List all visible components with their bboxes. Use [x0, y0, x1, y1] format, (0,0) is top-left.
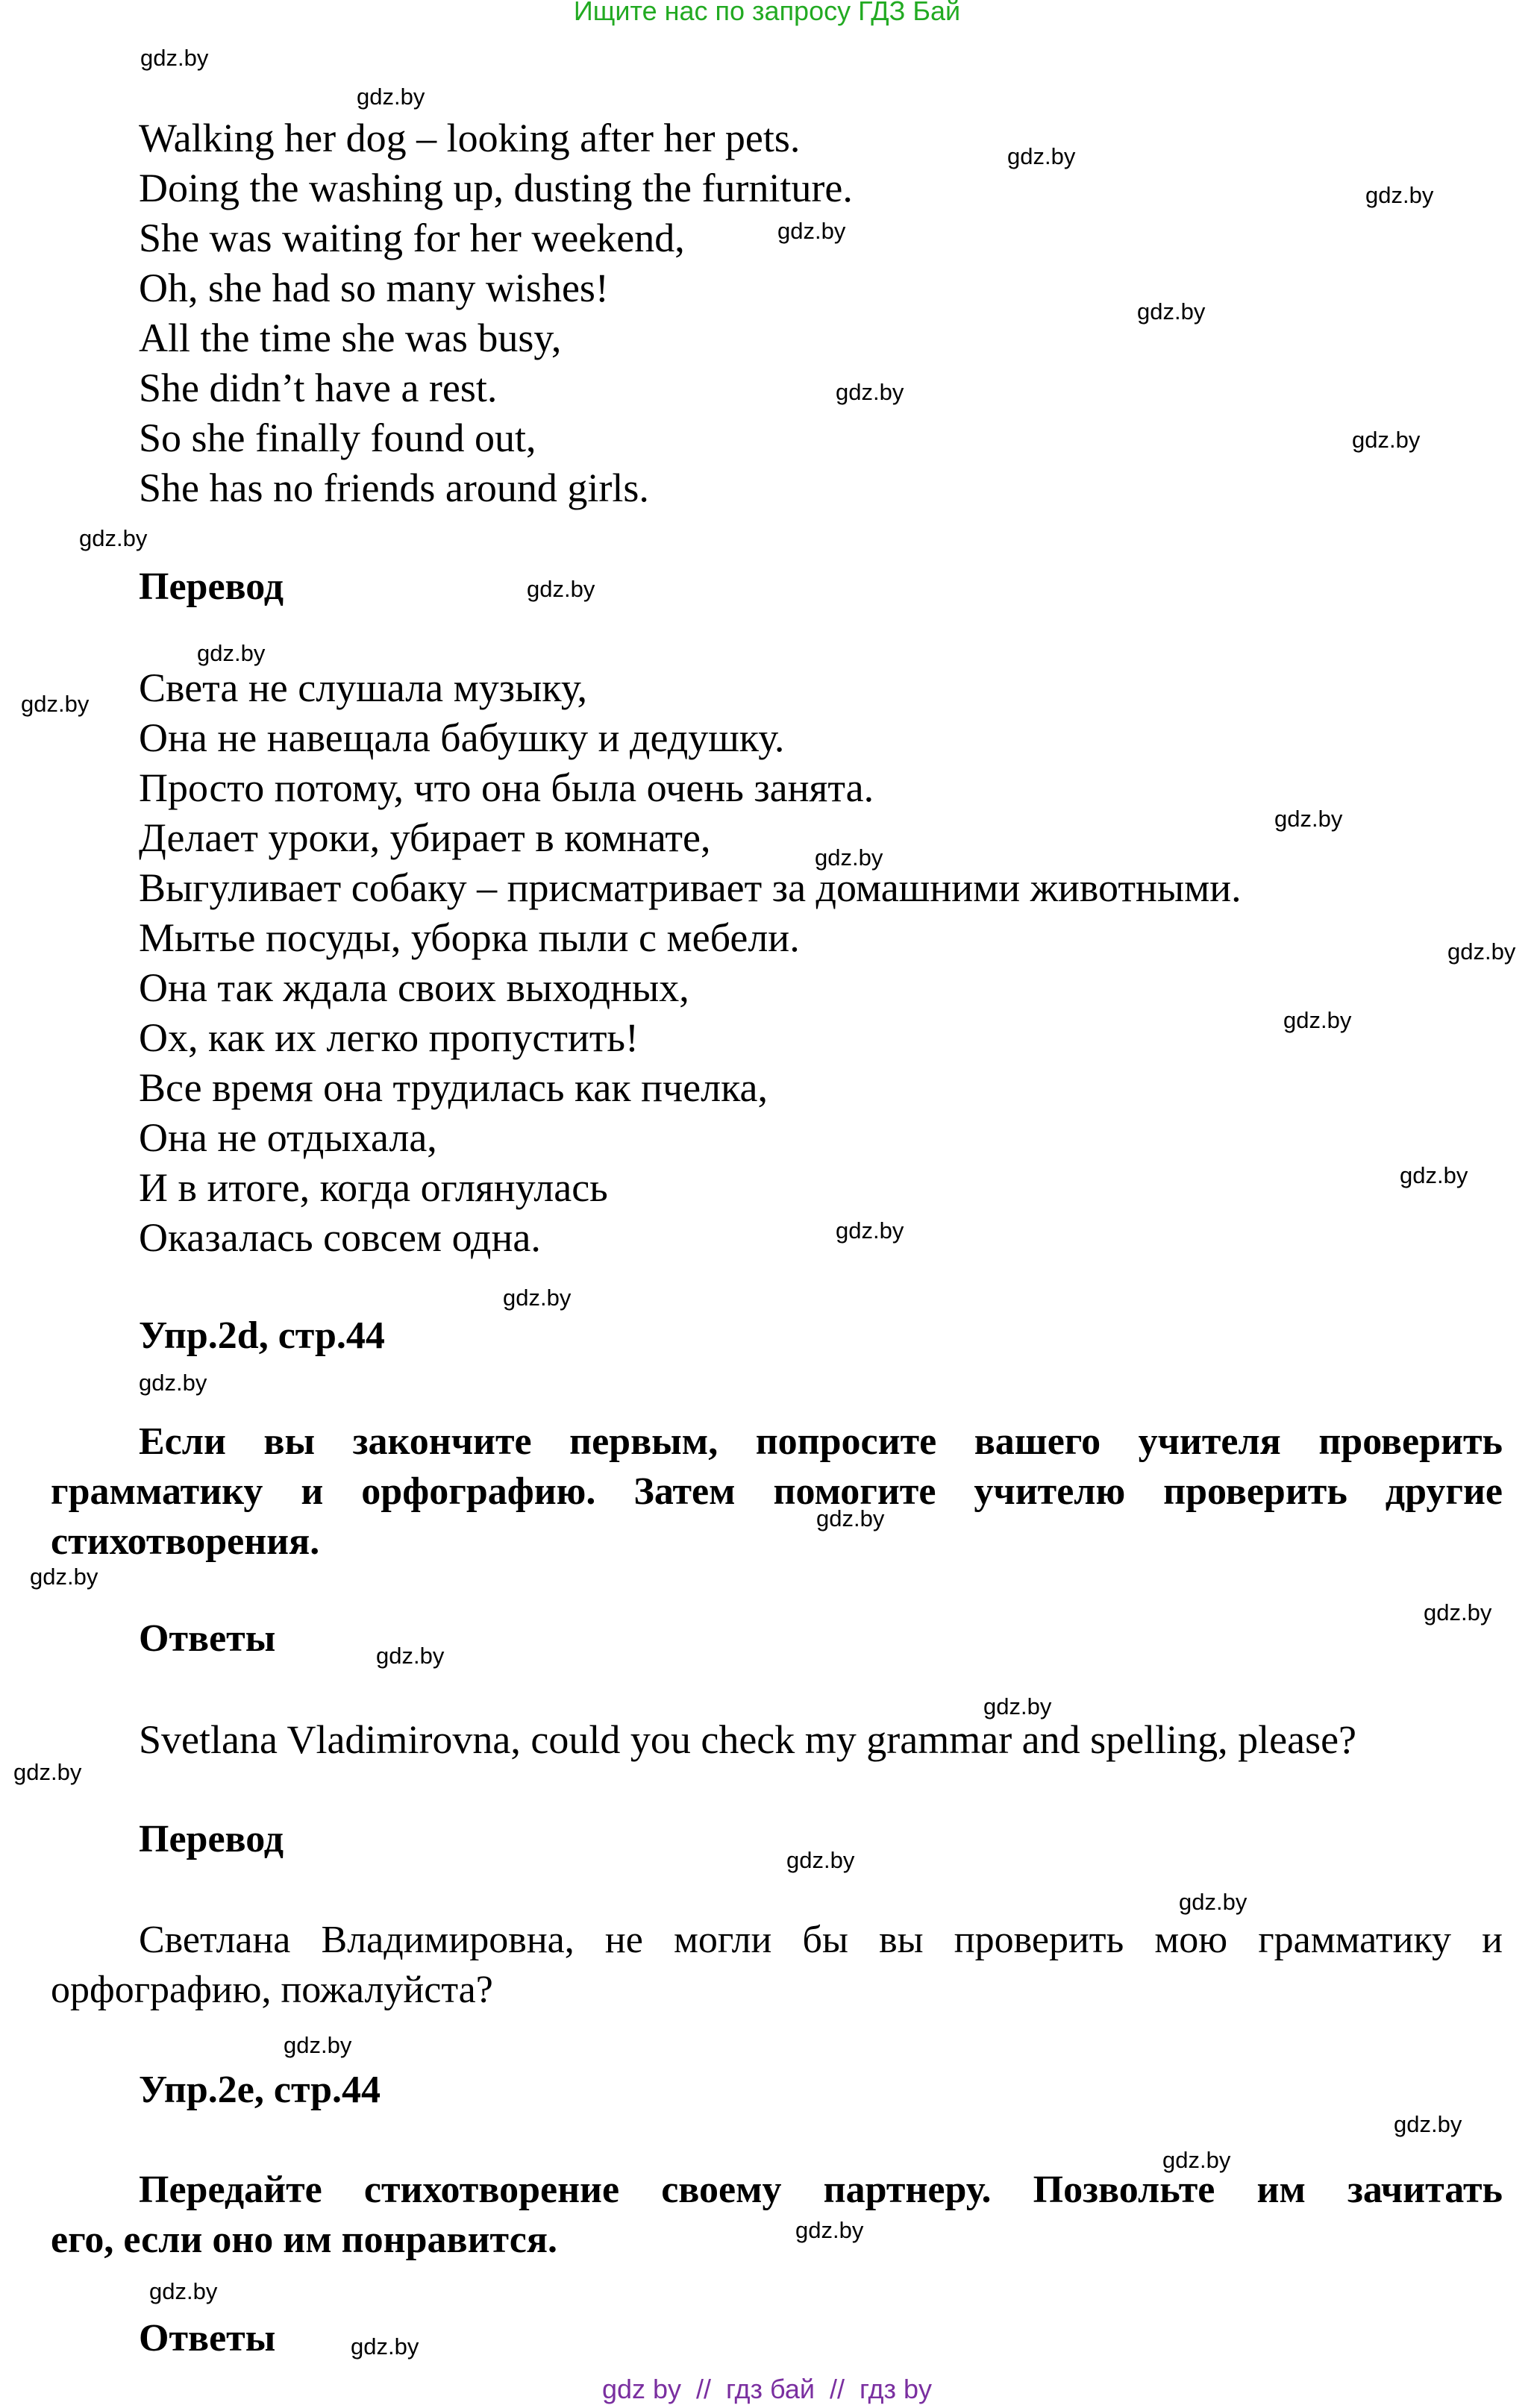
exercise-2d-task	[51, 1417, 1503, 1567]
exercise-2e-heading: Упр.2e, стр.44	[139, 2069, 381, 2111]
answers-heading: Ответы	[139, 1617, 276, 1660]
watermark: gdz.by	[1447, 938, 1516, 965]
poem-ru-line: Просто потому, что она была очень занята.	[139, 765, 874, 810]
translation-line: орфографию, пожалуйста?	[51, 1969, 493, 2011]
poem-ru-line: Делает уроки, убирает в комнате,	[139, 815, 711, 860]
task-line: Если вы закончите первым, попросите вашего учителя проверить	[139, 1420, 1503, 1463]
answer-text: Svetlana Vladimirovna, could you check my grammar and spelling, please?	[139, 1717, 1357, 1762]
translation-heading: Перевод	[139, 1818, 284, 1860]
watermark: gdz.by	[351, 2333, 419, 2360]
watermark: gdz.by	[140, 45, 209, 71]
watermark: gdz.by	[836, 379, 904, 405]
watermark: gdz.by	[13, 1759, 82, 1785]
exercise-2e-task	[51, 2165, 1503, 2265]
watermark: gdz.by	[1283, 1007, 1352, 1033]
top-banner[interactable]: Ищите нас по запросу ГДЗ Бай	[573, 0, 961, 26]
watermark: gdz.by	[1365, 182, 1434, 208]
watermark: gdz.by	[816, 1505, 885, 1531]
poem-ru-line: И в итоге, когда оглянулась	[139, 1165, 608, 1210]
watermark: gdz.by	[1179, 1889, 1247, 1915]
watermark: gdz.by	[527, 576, 595, 602]
poem-ru-line: Она так ждала своих выходных,	[139, 965, 689, 1010]
task-line: его, если оно им понравится.	[51, 2219, 557, 2261]
watermark: gdz.by	[1274, 806, 1343, 832]
poem-en-line: All the time she was busy,	[139, 316, 562, 360]
poem-ru-line: Ох, как их легко пропустить!	[139, 1015, 639, 1060]
watermark: gdz.by	[197, 640, 266, 666]
poem-en-line: She has no friends around girls.	[139, 465, 649, 510]
watermark: gdz.by	[503, 1285, 572, 1311]
task-line: стихотворения.	[51, 1520, 320, 1563]
poem-ru-line: Все время она трудилась как пчелка,	[139, 1065, 768, 1110]
watermark: gdz.by	[836, 1217, 904, 1244]
watermark: gdz.by	[815, 844, 883, 871]
answers-heading: Ответы	[139, 2317, 276, 2360]
watermark: gdz.by	[1424, 1599, 1492, 1625]
watermark: gdz.by	[1394, 2111, 1462, 2137]
watermark: gdz.by	[376, 1643, 445, 1669]
watermark: gdz.by	[983, 1693, 1052, 1719]
watermark: gdz.by	[795, 2217, 864, 2243]
exercise-2d-heading: Упр.2d, стр.44	[139, 1314, 385, 1357]
task-line: грамматику и орфографию. Затем помогите учителю проверить другие	[51, 1470, 1503, 1513]
watermark: gdz.by	[1400, 1162, 1468, 1188]
poem-ru-line: Оказалась совсем одна.	[139, 1215, 541, 1260]
watermark: gdz.by	[777, 218, 846, 244]
watermark: gdz.by	[357, 84, 425, 110]
watermark: gdz.by	[1352, 427, 1421, 453]
translation-text	[51, 1915, 1503, 2015]
poem-en-line: She didn’t have a rest.	[139, 366, 498, 410]
poem-ru-line: Света не слушала музыку,	[139, 665, 587, 710]
translation-line: Светлана Владимировна, не могли бы вы проверить мою грамматику и	[139, 1919, 1503, 1961]
watermark: gdz.by	[30, 1564, 98, 1590]
poem-ru-line: Мытье посуды, уборка пыли с мебели.	[139, 915, 800, 960]
watermark: gdz.by	[786, 1847, 855, 1873]
poem-ru-line: Она не навещала бабушку и дедушку.	[139, 715, 785, 760]
watermark: gdz.by	[1137, 298, 1206, 324]
footer-links[interactable]: gdz by // гдз бай // гдз by	[601, 2374, 933, 2404]
watermark: gdz.by	[21, 691, 90, 717]
poem-en-line: Walking her dog – looking after her pets.	[139, 116, 801, 160]
heading-translation: Перевод	[139, 565, 284, 608]
poem-en-line: So she finally found out,	[139, 416, 536, 460]
poem-en-line: Doing the washing up, dusting the furniture.	[139, 166, 853, 210]
watermark: gdz.by	[1007, 143, 1076, 169]
poem-en-line: She was waiting for her weekend,	[139, 216, 685, 260]
watermark: gdz.by	[139, 1370, 207, 1396]
poem-ru-line: Она не отдыхала,	[139, 1115, 437, 1160]
poem-ru-line: Выгуливает собаку – присматривает за домашними животными.	[139, 865, 1242, 910]
watermark: gdz.by	[284, 2032, 352, 2058]
poem-en-line: Oh, she had so many wishes!	[139, 266, 609, 310]
task-line: Передайте стихотворение своему партнеру. Позвольте им зачитать	[139, 2169, 1503, 2211]
watermark: gdz.by	[79, 525, 148, 551]
watermark: gdz.by	[1162, 2147, 1231, 2173]
watermark: gdz.by	[149, 2278, 218, 2304]
